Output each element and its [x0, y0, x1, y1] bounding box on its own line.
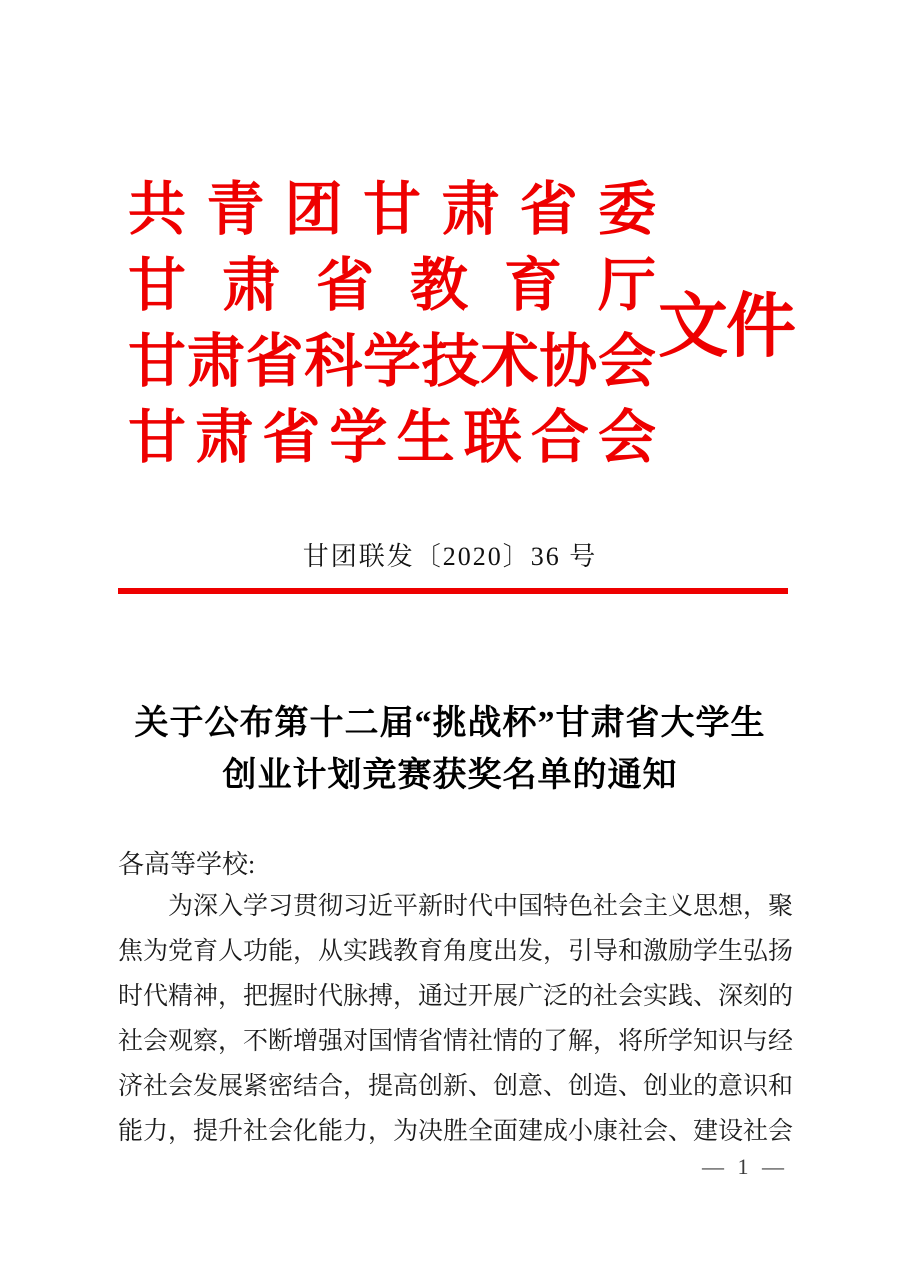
issuer-line-2: 甘肃省教育厅 — [128, 253, 656, 318]
body-paragraph — [118, 884, 794, 1154]
paragraph-line: 济社会发展紧密结合，提高创新、创意、创造、创业的意识和 — [118, 1073, 794, 1100]
red-divider-rule — [118, 588, 788, 594]
document-title — [0, 698, 900, 802]
document-title-line-2: 创业计划竞赛获奖名单的通知 — [222, 757, 678, 794]
issuer-line-1: 共青团甘肃省委 — [128, 177, 656, 242]
document-reference-number: 甘团联发〔2020〕36 号 — [302, 542, 598, 571]
issuer-line-4: 甘肃省学生联合会 — [128, 405, 656, 470]
paragraph-line: 为深入学习贯彻习近平新时代中国特色社会主义思想，聚 — [168, 893, 794, 920]
paragraph-line: 焦为党育人功能，从实践教育角度出发，引导和激励学生弘扬 — [118, 938, 794, 965]
letterhead-issuers — [128, 172, 656, 476]
paragraph-line: 社会观察，不断增强对国情省情社情的了解，将所学知识与经 — [118, 1028, 794, 1055]
paragraph-line: 能力，提升社会化能力，为决胜全面建成小康社会、建设社会 — [118, 1118, 794, 1145]
document-title-line-1: 关于公布第十二届“挑战杯”甘肃省大学生 — [134, 705, 766, 742]
paragraph-line: 时代精神，把握时代脉搏，通过开展广泛的社会实践、深刻的 — [118, 983, 794, 1010]
salutation: 各高等学校: — [118, 850, 256, 879]
page-number: — 1 — — [702, 1154, 788, 1179]
issuer-line-3: 甘肃省科学技术协会 — [128, 329, 656, 394]
letterhead-doc-type-label: 文件 — [658, 289, 794, 366]
